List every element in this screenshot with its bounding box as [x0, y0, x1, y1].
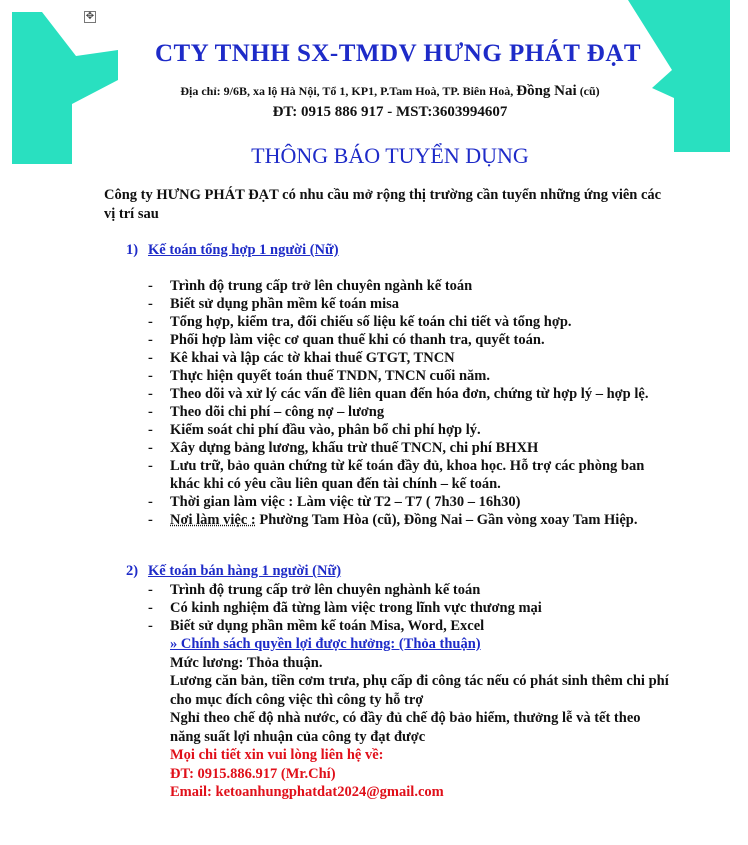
list-item: - Theo dõi và xử lý các vấn đề liên quan đến hóa đơn, chứng từ hợp lý – hợp lệ. — [146, 385, 676, 403]
section-2-list — [146, 581, 676, 635]
section-1-list — [146, 277, 676, 529]
benefits-paragraph: Lương căn bản, tiền cơm trưa, phụ cấp đi công tác nếu có phát sinh thêm chi phí cho mục đích công việc thì công ty hỗ trợ — [170, 673, 669, 708]
section-1-number: 1) — [126, 242, 139, 258]
teal-corner-decoration-left — [12, 12, 118, 164]
list-item: - Theo dõi chi phí – công nợ – lương — [146, 403, 676, 421]
list-item-location — [146, 511, 676, 529]
location-label: Nơi làm việc : — [170, 512, 256, 528]
company-address — [110, 83, 670, 100]
list-item: - Trình độ trung cấp trở lên chuyên ngành kế toán — [146, 277, 676, 295]
list-item: - Kê khai và lập các tờ khai thuế GTGT, TNCN — [146, 349, 676, 367]
policy-title: » Chính sách quyền lợi được hưởng: (Thỏa thuận) — [170, 636, 481, 652]
list-item: - Có kinh nghiệm đã từng làm việc trong lĩnh vực thương mại — [146, 599, 676, 617]
company-name: CTY TNHH SX-TMDV HƯNG PHÁT ĐẠT — [154, 40, 642, 67]
list-item: - Biết sử dụng phần mềm kế toán misa — [146, 295, 676, 313]
notice-title: THÔNG BÁO TUYỂN DỤNG — [251, 143, 529, 168]
section-1-title-text: Kế toán tổng hợp 1 người (Nữ) — [148, 242, 339, 258]
list-item: - Kiểm soát chi phí đầu vào, phân bổ chi phí hợp lý. — [146, 421, 676, 439]
list-item: - Thực hiện quyết toán thuế TNDN, TNCN cuối năm. — [146, 367, 676, 385]
company-phone-tax: ĐT: 0915 886 917 - MST:3603994607 — [272, 104, 508, 120]
contact-line: Mọi chi tiết xin vui lòng liên hệ về: — [170, 747, 384, 763]
leave-paragraph: Nghỉ theo chế độ nhà nước, có đầy đủ chế độ bảo hiểm, thưởng lễ và tết theo năng suất lợi nhuận của công ty đạt được — [170, 710, 641, 745]
section-1-title — [126, 242, 339, 259]
list-item: - Phối hợp làm việc cơ quan thuế khi có thanh tra, quyết toán. — [146, 331, 676, 349]
teal-corner-decoration-right — [628, 0, 730, 152]
section-2-details — [170, 635, 670, 802]
contact-email: Email: ketoanhungphatdat2024@gmail.com — [170, 784, 444, 800]
section-2-title — [126, 563, 341, 580]
address-province: Đồng Nai — [516, 83, 577, 99]
list-item: - Lưu trữ, bảo quản chứng từ kế toán đầy đủ, khoa học. Hỗ trợ các phòng ban khác khi có yêu cầu liên quan đến tài chính – kế toán. — [146, 457, 676, 493]
list-item: - Thời gian làm việc : Làm việc từ T2 – T7 ( 7h30 – 16h30) — [146, 493, 676, 511]
contact-phone: ĐT: 0915.886.917 (Mr.Chí) — [170, 765, 336, 782]
intro-paragraph: Công ty HƯNG PHÁT ĐẠT có nhu cầu mở rộng thị trường cần tuyển những ứng viên các vị trí sau — [104, 187, 662, 222]
section-2-number: 2) — [126, 563, 139, 579]
list-item: - Xây dựng bảng lương, khấu trừ thuế TNCN, chi phí BHXH — [146, 439, 676, 457]
address-text: Địa chỉ: 9/6B, xa lộ Hà Nội, Tổ 1, KP1, P.Tam Hoà, TP. Biên Hoà, — [180, 84, 514, 98]
address-suffix: (cũ) — [579, 84, 600, 98]
table-move-handle-icon[interactable]: ✥ — [85, 11, 95, 22]
list-item: - Trình độ trung cấp trở lên chuyên nghành kế toán — [146, 581, 676, 599]
location-value: Phường Tam Hòa (cũ), Đồng Nai – Gần vòng xoay Tam Hiệp. — [255, 512, 638, 528]
salary-line: Mức lương: Thỏa thuận. — [170, 654, 323, 671]
list-item: - Biết sử dụng phần mềm kế toán Misa, Word, Excel — [146, 617, 676, 635]
list-item: - Tổng hợp, kiểm tra, đối chiếu số liệu kế toán chi tiết và tổng hợp. — [146, 313, 676, 331]
section-2-title-text: Kế toán bán hàng 1 người (Nữ) — [148, 563, 342, 579]
